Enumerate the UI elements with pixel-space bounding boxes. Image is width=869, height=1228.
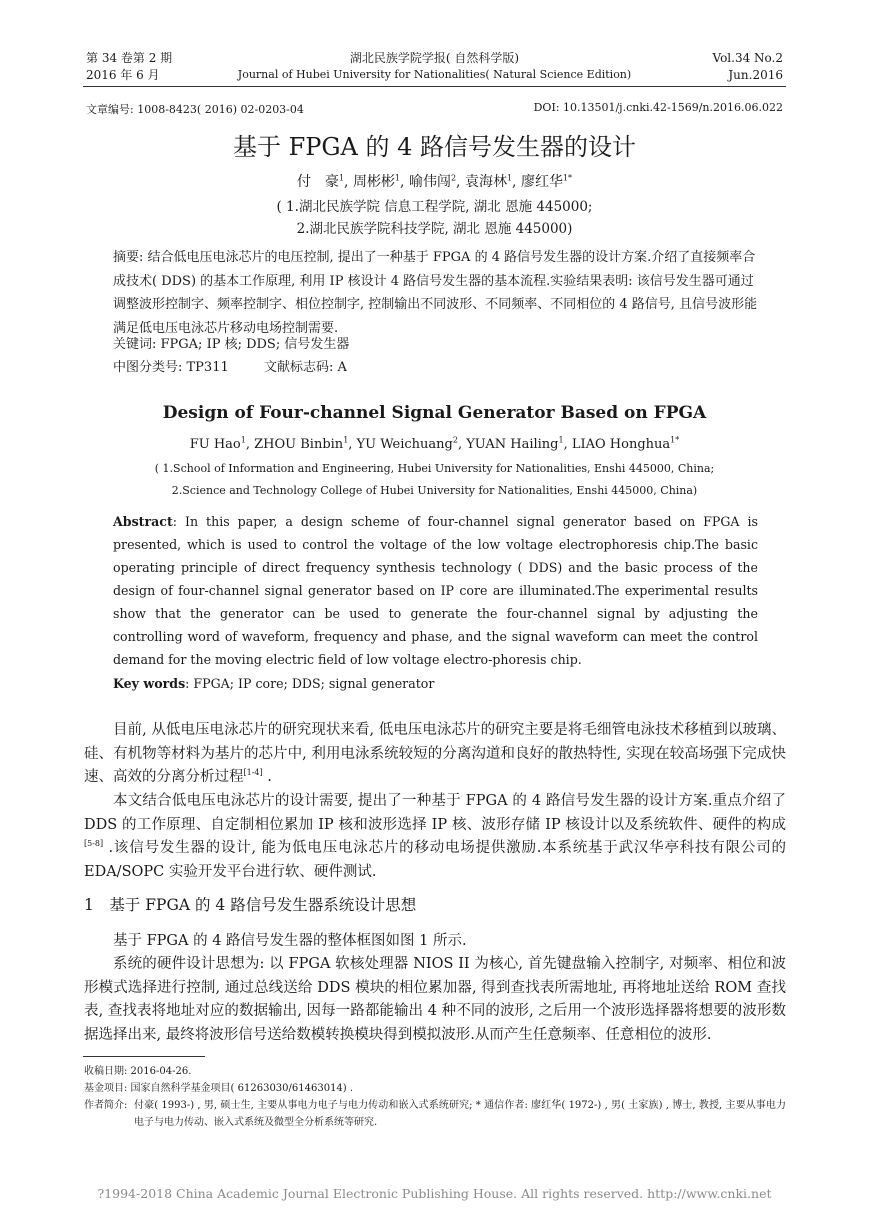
author-en-3-sup: 2 [452, 435, 458, 445]
affiliation-en-1: ( 1.School of Information and Engineering, Hubei University for Nationalities, Enshi 445000, China; [154, 462, 715, 475]
author-zh-1-sup: 1 [338, 173, 345, 183]
abstract-en-text: : In this paper, a design scheme of four-channel signal generator based on FPGA is presented, which is used to control the voltage of the low voltage electrophoresis chip.The basic operating principle of direct frequency synthesis technology ( DDS) and the basic process of the design of four-channel signal generator based on IP core are illuminated.The experimental results show that the generator can be used to generate the four-channel signal by adjusting the controlling word of waveform, frequency and phase, and the signal waveform can meet the control demand for the moving electric field of low voltage electro-phoresis chip. [113, 514, 758, 667]
clc-number: 中图分类号: TP311 [113, 360, 229, 375]
author-en-4-sup: 1 [558, 435, 564, 445]
title-en: Design of Four-channel Signal Generator Based on FPGA [162, 403, 707, 423]
para2-text: 本文结合低电压电泳芯片的设计需要, 提出了一种基于 FPGA 的 4 路信号发生器的设计方案.重点介绍了 DDS 的工作原理、自定制相位累加 IP 核和波形选择 IP 核、波形存储 IP 核设计以及系统软件、硬件的构成 [84, 793, 786, 833]
author-zh-5-sup: 1* [562, 173, 573, 183]
body-paragraph-4: 系统的硬件设计思想为: 以 FPGA 软核处理器 NIOS II 为核心, 首先键盘输入控制字, 对频率、相位和波形模式选择进行控制, 通过总线送给 DDS 模块的相位累加器, 得到查找表所需地址, 再将地址送给 ROM 查找表, 查找表将地址对应的数据输出, 因每一路都能输出 4 种不同的波形, 之后用一个波形选择器将想要的波形数据选择出来, 最终将波形信号送给数模转换模块得到模拟波形.从而产生任意频率、任意相位的波形. [84, 956, 786, 1043]
author-en-2-sup: 1 [343, 435, 349, 445]
para1-citation: [1-4] [243, 768, 263, 778]
authors-en: FU Hao$^1$, ZHOU Binbin$^1$, YU Weichuang$^2$, YUAN Hailing$^1$, LIAO Honghua$^{1*}$ [189, 435, 680, 452]
author-en-1: FU Hao [189, 437, 241, 452]
header-date-en: Jun.2016 [728, 68, 783, 82]
header-journal-zh: 湖北民族学院学报( 自然科学版) [349, 51, 520, 65]
author-zh-1: 付 豪 [296, 174, 339, 190]
header-volume-en: Vol.34 No.2 [712, 51, 783, 65]
para2-end: .该信号发生器的设计, 能为低电压电泳芯片的移动电场提供激励.本系统基于武汉华亭科技有限公司的 EDA/SOPC 实验开发平台进行软、硬件测试. [84, 840, 786, 880]
copyright-watermark: ?1994-2018 China Academic Journal Electronic Publishing House. All rights reserved. http://www.cnki.net [97, 1186, 772, 1201]
footnote-author-text: 付豪( 1993-) , 男, 硕士生, 主要从事电力电子与电力传动和嵌入式系统研究; * 通信作者: 廖红华( 1972-) , 男( 土家族) , 博士, 教授, 主要从事电力电子与电力传动、嵌入式系统及微型全分析系统等研究. [134, 1100, 786, 1128]
author-en-5-sup: 1* [670, 435, 680, 445]
article-number: 文章编号: 1008-8423( 2016) 02-0203-04 [86, 103, 304, 116]
header-volume-zh: 第 34 卷第 2 期 [86, 51, 173, 65]
author-en-4: YUAN Hailing [466, 437, 559, 452]
keywords-zh: 关键词: FPGA; IP 核; DDS; 信号发生器 [113, 337, 350, 352]
section-heading-1: 1 基于 FPGA 的 4 路信号发生器系统设计思想 [84, 896, 417, 914]
author-zh-4: 袁海林 [464, 174, 507, 190]
footnote-author [84, 1097, 786, 1131]
abstract-zh: 摘要: 结合低电压电泳芯片的电压控制, 提出了一种基于 FPGA 的 4 路信号发生器的设计方案.介绍了直接频率合成技术( DDS) 的基本工作原理, 利用 IP 核设计 4 路信号发生器的基本流程.实验结果表明: 该信号发生器可通过调整波形控制字、频率控制字、相位控制字, 控制输出不同波形、不同频率、不同相位的 4 路信号, 且信号波形能满足低电压电泳芯片移动电场控制需要. [113, 250, 758, 336]
footnote-rule [83, 1056, 205, 1057]
body-paragraph-1 [84, 719, 786, 790]
author-zh-4-sup: 1 [506, 173, 513, 183]
author-zh-5: 廖红华 [520, 174, 563, 190]
header-date-zh: 2016 年 6 月 [86, 68, 160, 82]
footnote-received: 收稿日期: 2016-04-26. [84, 1066, 192, 1077]
author-zh-3-sup: 2 [450, 173, 457, 183]
affiliation-en-2: 2.Science and Technology College of Hubei University for Nationalities, Enshi 445000, China) [171, 484, 698, 497]
para1-text: 目前, 从低电压电泳芯片的研究现状来看, 低电压电泳芯片的研究主要是将毛细管电泳技术移植到以玻璃、硅、有机物等材料为基片的芯片中, 利用电泳系统较短的分离沟道和良好的散热特性, 实现在较高场强下完成快速、高效的分离分析过程 [84, 722, 786, 785]
author-en-5: LIAO Honghua [571, 437, 671, 452]
doi: DOI: 10.13501/j.cnki.42-1569/n.2016.06.022 [533, 101, 783, 114]
footnote-fund: 基金项目: 国家自然科学基金项目( 61263030/61463014) . [84, 1083, 354, 1094]
affiliation-zh-1: ( 1.湖北民族学院 信息工程学院, 湖北 恩施 445000; [276, 199, 593, 215]
authors-zh: 付 豪$^1$, 周彬彬$^1$, 喻伟闯$^2$, 袁海林$^1$, 廖红华$^{1*}$ [296, 173, 573, 190]
body-paragraph-2 [84, 790, 786, 884]
affiliation-zh-2: 2.湖北民族学院科技学院, 湖北 恩施 445000) [296, 221, 573, 237]
author-zh-3: 喻伟闯 [408, 174, 451, 190]
para1-end: . [262, 769, 272, 785]
keywords-en-label: Key words [113, 676, 186, 691]
abstract-en [113, 510, 758, 671]
keywords-en [113, 672, 434, 695]
header-rule [83, 86, 786, 87]
footnote-author-label: 作者简介: [84, 1100, 128, 1111]
header-journal-en: Journal of Hubei University for Nationalities( Natural Science Edition) [237, 68, 632, 81]
para2-citation: [5-8] [84, 839, 104, 849]
abstract-en-label: Abstract [113, 514, 173, 529]
author-en-2: ZHOU Binbin [254, 437, 344, 452]
title-zh: 基于 FPGA 的 4 路信号发生器的设计 [232, 133, 637, 161]
author-zh-2-sup: 1 [394, 173, 401, 183]
document-code: 文献标志码: A [264, 360, 347, 375]
author-en-1-sup: 1 [240, 435, 246, 445]
author-en-3: YU Weichuang [356, 437, 453, 452]
author-zh-2: 周彬彬 [352, 174, 395, 190]
body-paragraph-3: 基于 FPGA 的 4 路信号发生器的整体框图如图 1 所示. [113, 933, 467, 949]
keywords-en-text: : FPGA; IP core; DDS; signal generator [185, 676, 435, 691]
